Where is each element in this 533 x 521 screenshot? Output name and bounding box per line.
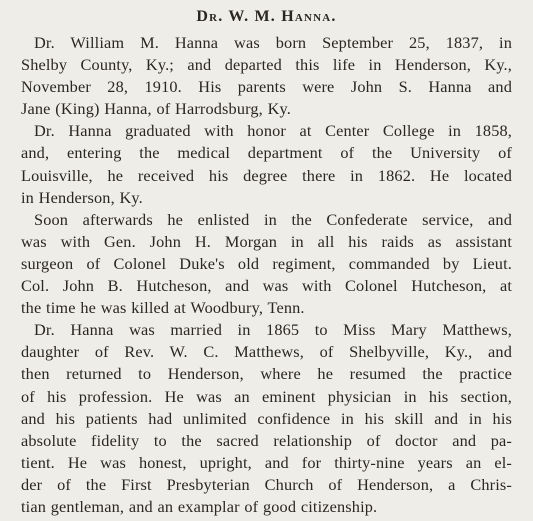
text-line: then returned to Henderson, where he resumed the practice — [21, 364, 512, 384]
text-line: Jane (King) Hanna, of Harrodsburg, Ky. — [21, 99, 291, 119]
text-line: surgeon of Colonel Duke's old regiment, commanded by Lieut. — [21, 253, 512, 273]
text-line: tian gentleman, and an examplar of good citizenship. — [21, 496, 378, 516]
text-line: daughter of Rev. W. C. Matthews, of Shelbyville, Ky., and — [21, 342, 512, 362]
page-title: Dr. W. M. Hanna. — [196, 8, 337, 25]
text-line: of his profession. He was an eminent physician in his section, — [21, 386, 512, 406]
paragraph-military-service — [21, 209, 512, 319]
text-line: Dr. Hanna was married in 1865 to Miss Mary Matthews, — [34, 320, 512, 340]
paragraph-birth — [21, 32, 512, 120]
text-line: November 28, 1910. His parents were John S. Hanna and — [21, 77, 512, 97]
text-line: Col. John B. Hutcheson, and was with Colonel Hutcheson, at — [21, 276, 512, 296]
paragraph-marriage-and-career — [21, 319, 512, 518]
text-line: tient. He was honest, upright, and for thirty-nine years an el- — [21, 452, 512, 472]
text-line: and, entering the medical department of the University of — [21, 143, 512, 163]
text-line: the time he was killed at Woodbury, Tenn. — [21, 298, 305, 318]
text-line: was with Gen. John H. Morgan in all his raids as assistant — [21, 231, 512, 251]
text-line: and his patients had unlimited confidence in his skill and in his — [21, 408, 512, 428]
text-line: in Henderson, Ky. — [21, 187, 143, 207]
text-line: absolute fidelity to the sacred relationship of doctor and pa- — [21, 430, 512, 450]
paragraph-education — [21, 120, 512, 208]
text-line: Soon afterwards he enlisted in the Confederate service, and — [34, 209, 512, 229]
text-line: Dr. William M. Hanna was born September 25, 1837, in — [34, 33, 512, 52]
text-line: Louisville, he received his degree there in 1862. He located — [21, 165, 512, 185]
text-line: Shelby County, Ky.; and departed this life in Henderson, Ky., — [21, 55, 512, 75]
text-line: der of the First Presbyterian Church of Henderson, a Chris- — [21, 474, 512, 494]
text-line: Dr. Hanna graduated with honor at Center College in 1858, — [34, 121, 512, 141]
